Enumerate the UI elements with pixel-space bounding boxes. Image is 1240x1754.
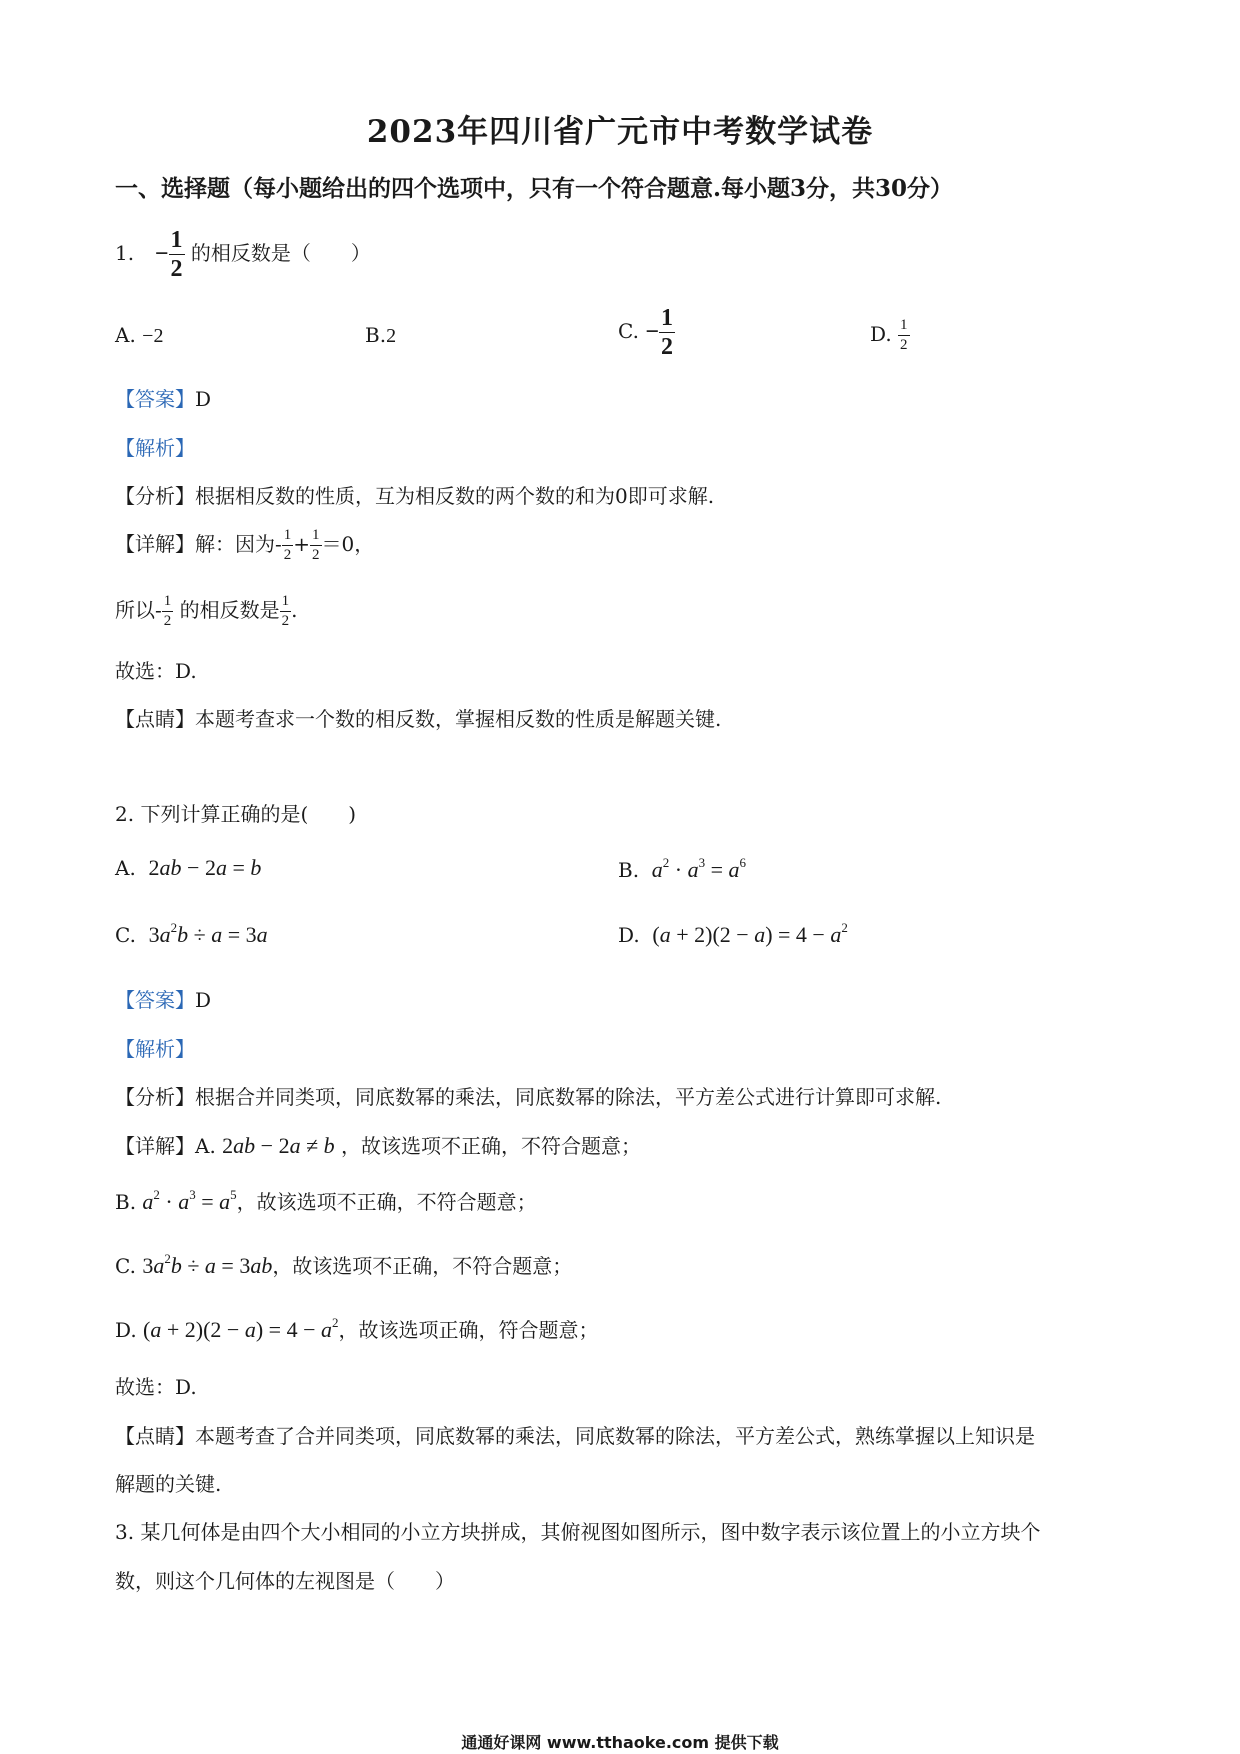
question-3-line1: 3. 某几何体是由四个大小相同的小立方块拼成，其俯视图如图所示，图中数字表示该位置上的小立方块个 (115, 1520, 1041, 1544)
q2-option-d: D. $(a + 2)(2 - a) = 4 - a^2$ (618, 920, 848, 947)
q2-guxuan: 故选：D. (115, 1375, 197, 1399)
q1-dianjing: 【点睛】本题考查求一个数的相反数，掌握相反数的性质是解题关键. (115, 707, 722, 731)
q2-analysis-tag: 【解析】 (115, 1037, 195, 1061)
footer-source: 通通好课网 www.tthaoke.com 提供下载 (461, 1733, 779, 1752)
question-1-stem (115, 228, 371, 281)
q2-dianjing-1: 【点睛】本题考查了合并同类项，同底数幂的乘法，同底数幂的除法，平方差公式，熟练掌握以上知识是 (115, 1424, 1035, 1448)
question-3-line2: 数，则这个几何体的左视图是（ ） (115, 1569, 455, 1593)
q1-option-c: C. − $\frac{1}{2}$ (618, 305, 673, 360)
q1-suoyi: 所以- $\frac{1}{2}$ 的相反数是 $\frac{1}{2}$ . (115, 593, 298, 629)
q2-dianjing-2: 解题的关键. (115, 1472, 222, 1496)
q1-fenxi: 【分析】根据相反数的性质，互为相反数的两个数的和为0即可求解. (115, 484, 715, 508)
question-number: 1. (115, 241, 135, 265)
q2-detail-d: D. $(a + 2)(2 - a) = 4 - a^2$，故该选项正确，符合题意； (115, 1315, 599, 1342)
q2-option-a: A. 2ab − 2a = b (115, 855, 262, 880)
q1-analysis-tag: 【解析】 (115, 436, 195, 460)
minus-sign: − (154, 241, 169, 267)
q2-detail-c: C. $3a^2b \div a = 3ab$，故该选项不正确，不符合题意； (115, 1251, 573, 1278)
section-heading: 一、选择题（每小题给出的四个选项中，只有一个符合题意.每小题3分，共30分） (115, 175, 954, 202)
q2-fenxi: 【分析】根据合并同类项，同底数幂的乘法，同底数幂的除法，平方差公式进行计算即可求解. (115, 1085, 942, 1109)
q2-detail-a: 【详解】A. 2ab − 2a ≠ b ，故该选项不正确，不符合题意； (115, 1133, 642, 1158)
q2-option-c: C. $3a^2b \div a = 3a$ (115, 920, 268, 947)
q1-answer: 【答案】D (115, 387, 212, 411)
q1-option-a: A. −2 (115, 323, 164, 347)
question-2-stem: 2. 下列计算正确的是( ) (115, 802, 357, 826)
question-text: 的相反数是（ ） (190, 241, 371, 265)
q1-option-d: D. $\frac{1}{2}$ (870, 317, 908, 353)
q1-guxuan: 故选：D. (115, 659, 197, 683)
page-title: 2023年四川省广元市中考数学试卷 (366, 114, 874, 150)
fraction: $\frac{1}{2}$ (170, 227, 183, 282)
q2-option-b: B. $a^2 \cdot a^3 = a^6$ (618, 855, 747, 882)
q2-answer: 【答案】D (115, 988, 212, 1012)
q2-detail-b: B. $a^2 \cdot a^3 = a^5$，故该选项不正确，不符合题意； (115, 1187, 537, 1214)
q1-option-b: B.2 (365, 323, 397, 347)
q1-xiangjie: 【详解】解：因为- $\frac{1}{2}$ + $\frac{1}{2}$ ＝0， (115, 527, 375, 563)
